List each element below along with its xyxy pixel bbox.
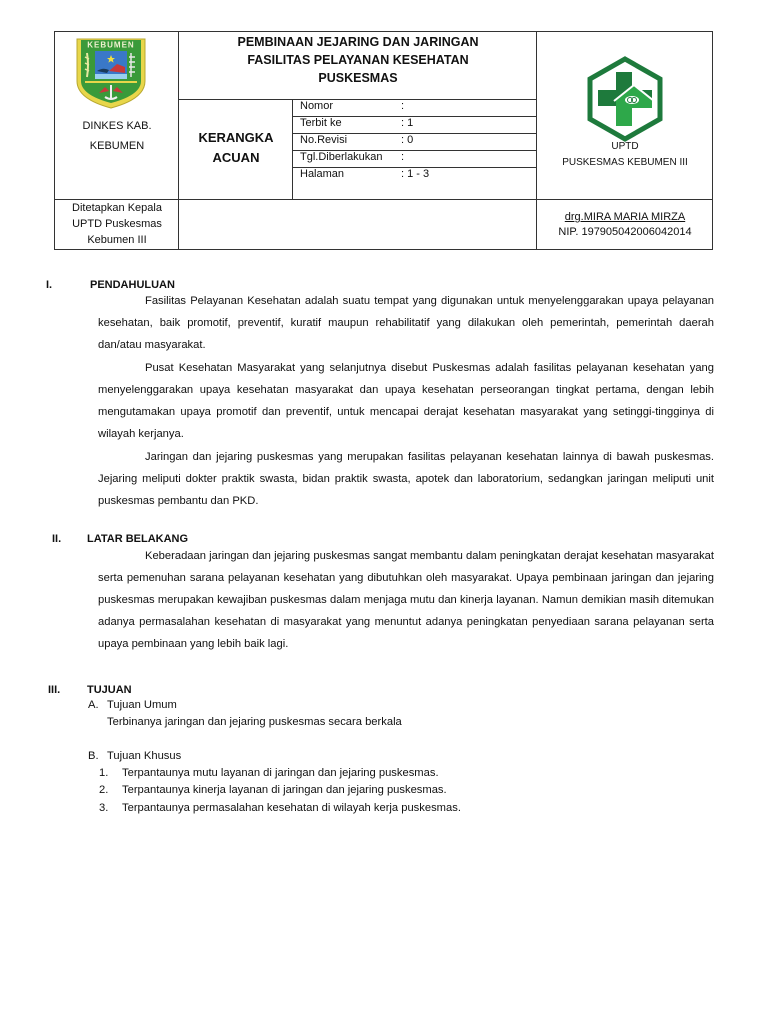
- title-line: FASILITAS PELAYANAN KESEHATAN: [247, 53, 469, 67]
- info-value: : 0: [401, 134, 414, 146]
- org-left-line: DINKES KAB.: [82, 120, 152, 132]
- list-item: Terpantaunya mutu layanan di jaringan dan jejaring puskesmas.: [122, 767, 439, 779]
- info-label: Nomor: [300, 100, 334, 112]
- list-number: 3.: [99, 802, 109, 814]
- info-row-halaman: [293, 167, 537, 184]
- info-value: : 1 - 3: [401, 168, 430, 180]
- subsection-title-tujuan-khusus: Tujuan Khusus: [107, 750, 182, 762]
- svg-text:KEBUMEN: KEBUMEN: [87, 40, 135, 50]
- org-left-name: [55, 116, 179, 156]
- org-right-line: UPTD: [611, 141, 639, 152]
- info-label: Halaman: [300, 168, 345, 180]
- document-header-table: [54, 31, 713, 250]
- document-title: [179, 33, 537, 87]
- list-item: Terpantaunya kinerja layanan di jaringan dan jejaring puskesmas.: [122, 784, 447, 796]
- info-value: : 1: [401, 117, 414, 129]
- ditetapkan-line: Ditetapkan Kepala: [72, 202, 162, 214]
- paragraph: Keberadaan jaringan dan jejaring puskesmas sangat membantu dalam peningkatan derajat kesehatan masyarakat serta pemenuhan sarana pelayanan kesehatan yang dibutuhkan oleh masyarakat. Upaya pembinaan jaringan dan jejaring puskesmas merupakan kewajiban puskesmas dalam menjaga mutu dan kinerja layanan. Namun demikian masih ditemukan adanya permasalahan kesehatan di masyarakat yang menuntut adanya peningkatan penyediaan sarana pelayanan serta upaya pembinaan yang lebih baik lagi.: [98, 550, 714, 650]
- list-item: Terpantaunya permasalahan kesehatan di wilayah kerja puskesmas.: [122, 802, 461, 814]
- info-row-revisi: [293, 133, 537, 150]
- section-title-latar-belakang: LATAR BELAKANG: [87, 533, 189, 545]
- info-value: :: [401, 151, 405, 163]
- info-row-tgl-diberlakukan: [293, 150, 537, 167]
- ditetapkan-line: UPTD Puskesmas: [72, 218, 162, 230]
- org-left-line: KEBUMEN: [89, 140, 145, 152]
- signer-name: drg.MIRA MARIA MIRZA: [564, 211, 686, 223]
- puskesmas-logo-icon: [582, 56, 668, 142]
- section-number: I.: [46, 279, 53, 291]
- list-number: 2.: [99, 784, 109, 796]
- list-number: 1.: [99, 767, 109, 779]
- org-right-name: [537, 139, 713, 171]
- title-line: PEMBINAAN JEJARING DAN JARINGAN: [237, 35, 479, 49]
- section-number: III.: [48, 684, 61, 696]
- info-row-terbit: [293, 116, 537, 133]
- doc-type-line: ACUAN: [212, 150, 260, 165]
- subsection-letter: B.: [88, 750, 99, 762]
- ditetapkan-label: [55, 200, 179, 248]
- info-label: Terbit ke: [300, 117, 342, 129]
- ditetapkan-line: Kebumen III: [87, 234, 147, 246]
- title-line: PUSKESMAS: [318, 71, 398, 85]
- section-title-tujuan: TUJUAN: [87, 684, 132, 696]
- tujuan-umum-text: Terbinanya jaringan dan jejaring puskesmas secara berkala: [107, 716, 402, 728]
- info-row-nomor: [293, 99, 537, 116]
- section-title-pendahuluan: PENDAHULUAN: [90, 279, 175, 291]
- section-number: II.: [52, 533, 62, 545]
- paragraph: Jaringan dan jejaring puskesmas yang merupakan fasilitas pelayanan kesehatan lainnya di bawah puskesmas. Jejaring meliputi dokter praktik swasta, bidan praktik swasta, apotek dan laboratorium, sedangkan jaringan meliputi unit puskesmas pembantu dan PKD.: [98, 451, 714, 507]
- subsection-letter: A.: [88, 699, 99, 711]
- doc-type-line: KERANGKA: [198, 130, 274, 145]
- info-label: Tgl.Diberlakukan: [300, 151, 383, 163]
- paragraph: Pusat Kesehatan Masyarakat yang selanjutnya disebut Puskesmas adalah fasilitas pelayanan kesehatan yang menyelenggarakan upaya kesehatan masyarakat dan upaya kesehatan perseorangan tingkat pertama, dengan lebih mengutamakan upaya promotif dan preventif, untuk mencapai derajat kesehatan masyarakat yang setinggi-tingginya di wilayah kerjanya.: [98, 362, 714, 440]
- document-type: [179, 128, 293, 168]
- paragraph: Fasilitas Pelayanan Kesehatan adalah suatu tempat yang digunakan untuk menyelenggarakan upaya pelayanan kesehatan, baik promotif, preventif, kuratif maupun rehabilitatif yang dilakukan oleh pemerintah, pemerintah daerah dan/atau masyarakat.: [98, 295, 714, 351]
- signer-nip: NIP. 197905042006042014: [558, 226, 692, 238]
- signer-block: [537, 210, 713, 240]
- info-value: :: [401, 100, 405, 112]
- org-right-line: PUSKESMAS KEBUMEN III: [562, 157, 688, 168]
- info-label: No.Revisi: [300, 134, 348, 146]
- subsection-title-tujuan-umum: Tujuan Umum: [107, 699, 177, 711]
- kebumen-emblem-icon: [73, 37, 149, 109]
